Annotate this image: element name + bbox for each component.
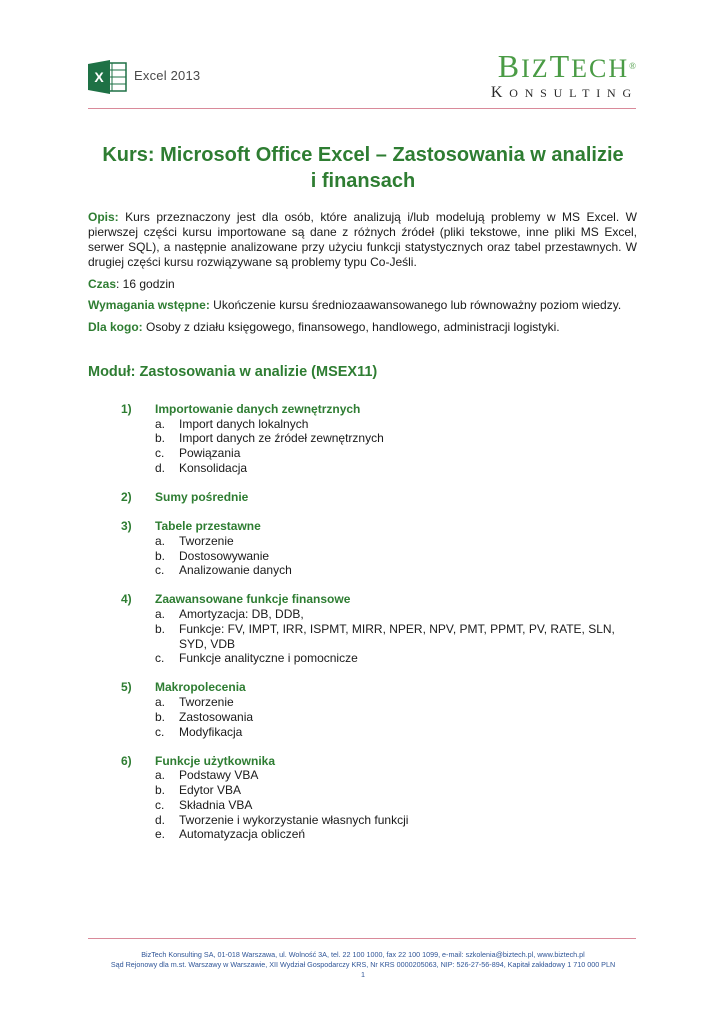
subsection-letter: b. [155, 431, 166, 446]
audience-text: Osoby z działu księgowego, finansowego, handlowego, administracji logistyki. [146, 320, 560, 334]
header-divider [88, 108, 636, 109]
subsection-text: Tworzenie i wykorzystanie własnych funkcji [179, 812, 409, 827]
section-item [88, 402, 637, 476]
section-title: Tabele przestawne [155, 519, 261, 534]
page-header [88, 48, 638, 108]
subsection-text: Zastosowania [179, 709, 254, 724]
section-item [88, 592, 637, 666]
subsection-item [88, 813, 637, 828]
section-heading [88, 519, 637, 534]
section-number: 1) [121, 402, 132, 416]
subsection-text: Funkcje analityczne i pomocnicze [179, 651, 358, 666]
prerequisites [88, 298, 637, 313]
section-title: Sumy pośrednie [155, 490, 249, 504]
section-number: 4) [121, 592, 132, 607]
course-sections [88, 402, 637, 856]
title-line-2: i finansach [310, 170, 416, 192]
subsection-item [88, 607, 637, 622]
subsection-item [88, 651, 637, 666]
description-label: Opis: [88, 210, 119, 224]
subsection-item [88, 622, 637, 651]
subsection-text: Tworzenie [179, 533, 234, 548]
product-name: Excel 2013 [134, 68, 201, 83]
section-title: Importowanie danych zewnętrznych [155, 402, 361, 416]
svg-text:X: X [94, 69, 104, 85]
subsection-letter: b. [155, 783, 166, 798]
section-title: Funkcje użytkownika [155, 753, 276, 768]
prerequisites-text: Ukończenie kursu średniozaawansowanego lub równoważny poziom wiedzy. [213, 298, 622, 312]
page-footer [88, 950, 638, 980]
subsection-item [88, 417, 637, 432]
description-text: Kurs przeznaczony jest dla osób, które analizują i/lub modelują problemy w MS Excel. W pierwszej części kursu importowane są dane z różnych źródeł (pliki tekstowe, inne pliki MS Excel, serwer SQL), a następnie analizowane przy użyciu funkcji statystycznych oraz tabel przestawnych. W drugiej części kursu rozwiązywane są problemy typu Co-Jeśli. [88, 210, 637, 269]
section-heading [88, 490, 637, 505]
subsection-text: Amortyzacja: DB, DDB, [179, 607, 304, 622]
subsection-letter: c. [155, 797, 165, 812]
subsection-text: Dostosowywanie [179, 548, 270, 563]
subsection-text: Automatyzacja obliczeń [179, 827, 306, 842]
section-item [88, 754, 637, 842]
prerequisites-label: Wymagania wstępne: [88, 298, 210, 312]
subsection-text: Tworzenie [179, 695, 234, 710]
footer-line-1: BizTech Konsulting SA, 01-018 Warszawa, ul. Wolność 3A, tel. 22 100 1000, fax 22 100 1099, e-mail: szkolenia@biztech.pl, www.biztech.pl [141, 950, 585, 959]
section-item [88, 680, 637, 739]
section-title: Makropolecenia [155, 680, 246, 695]
page-title [88, 142, 638, 194]
subsection-text: Powiązania [179, 446, 241, 461]
section-number: 5) [121, 680, 132, 695]
subsection-letter: a. [155, 768, 166, 783]
subsection-letter: b. [155, 709, 166, 724]
subsection-letter: d. [155, 460, 166, 475]
subsection-text: Modyfikacja [179, 724, 243, 739]
subsection-text: Podstawy VBA [179, 768, 259, 783]
subsection-text: Konsolidacja [179, 460, 248, 475]
subsection-text: Import danych lokalnych [179, 416, 309, 431]
subsection-item [88, 798, 637, 813]
brand-subtitle: KONSULTING [490, 84, 638, 101]
title-line-1: Kurs: Microsoft Office Excel – Zastosowania w analizie [102, 144, 624, 166]
subsection-letter: c. [155, 651, 165, 666]
footer-divider [88, 938, 636, 939]
section-number: 3) [121, 519, 132, 534]
section-heading [88, 680, 637, 695]
subsection-letter: e. [155, 827, 166, 842]
section-number: 2) [121, 490, 132, 504]
subsection-text: Import danych ze źródeł zewnętrznych [179, 431, 384, 446]
subsection-item [88, 534, 637, 549]
subsection-item [88, 563, 637, 578]
description [88, 210, 637, 270]
excel-logo-icon [88, 60, 128, 94]
subsection-text: Składnia VBA [179, 797, 253, 812]
subsection-letter: d. [155, 812, 166, 827]
audience [88, 320, 637, 335]
subsection-item [88, 783, 637, 798]
subsection-item [88, 710, 637, 725]
subsection-item [88, 446, 637, 461]
duration-label: Czas [88, 277, 117, 291]
section-heading [88, 754, 637, 769]
subsection-item [88, 461, 637, 476]
subsection-item [88, 725, 637, 740]
biztech-logo [490, 48, 638, 102]
section-heading [88, 592, 637, 607]
section-number: 6) [121, 753, 132, 768]
subsection-item [88, 549, 637, 564]
subsection-letter: a. [155, 695, 166, 710]
page-number: 1 [361, 970, 365, 979]
footer-line-2: Sąd Rejonowy dla m.st. Warszawy w Warszawie, XII Wydział Gospodarczy KRS, Nr KRS 0000205063, NIP: 526-27-56-894, Kapitał zakładowy 1 710 000 PLN [110, 960, 616, 969]
subsection-item [88, 695, 637, 710]
subsection-text: Edytor VBA [179, 783, 242, 798]
subsection-letter: b. [155, 621, 166, 636]
section-item [88, 519, 637, 578]
subsection-item [88, 827, 637, 842]
subsection-item [88, 768, 637, 783]
subsection-letter: b. [155, 548, 166, 563]
subsection-text: Funkcje: FV, IMPT, IRR, ISPMT, MIRR, NPER, NPV, PMT, PPMT, PV, RATE, SLN, SYD, VDB [179, 621, 615, 651]
subsection-letter: a. [155, 533, 166, 548]
section-title: Zaawansowane funkcje finansowe [155, 592, 351, 607]
section-item [88, 490, 637, 505]
subsection-letter: c. [155, 446, 165, 461]
subsection-letter: c. [155, 724, 165, 739]
duration-text: : 16 godzin [116, 277, 175, 291]
subsection-letter: a. [155, 607, 166, 622]
duration [88, 277, 637, 292]
module-heading: Moduł: Zastosowania w analizie (MSEX11) [88, 364, 378, 380]
subsection-text: Analizowanie danych [179, 563, 292, 578]
subsection-letter: c. [155, 563, 165, 578]
subsection-item [88, 431, 637, 446]
brand-name: BIZTECH® [497, 48, 638, 84]
subsection-letter: a. [155, 416, 166, 431]
section-heading [88, 402, 637, 417]
audience-label: Dla kogo: [88, 320, 143, 334]
